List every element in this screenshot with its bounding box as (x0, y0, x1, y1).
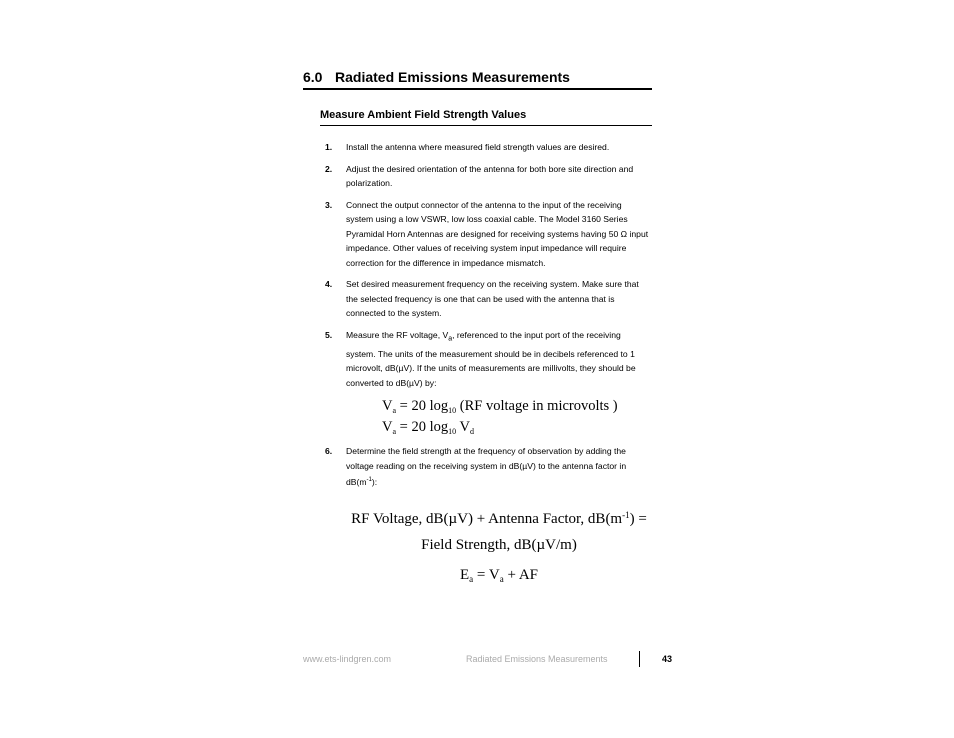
equation-line-3: $E_a = V_a$ + AF (459, 567, 538, 584)
list-item (325, 140, 655, 155)
formula-va-vd: $V_a = 20$ $\log_{10} V_d$ (382, 419, 474, 437)
equation-line-1: RF Voltage, dB(µV) + Antenna Factor, $dB(m^{-1})$ = (351, 510, 647, 527)
footer-url: www.ets-lindgren.com (303, 654, 392, 664)
step-number: 3. (325, 199, 333, 210)
step-text: Set desired measurement frequency on the receiving system. Make sure that the selected frequency is one that can be used with the antenna that is connected to the system. (346, 279, 639, 318)
step-text: Determine the field strength at the frequency of observation by adding the voltage reading on the receiving system in dB(µV) to the antenna factor in $dB(m^{-1})$: (346, 446, 627, 488)
footer-section-title: Radiated Emissions Measurements (466, 654, 608, 664)
equation-line-2: Field Strength, dB(µV/m) (421, 537, 577, 553)
step-text: Install the antenna where measured field strength values are desired. (346, 142, 610, 152)
section-number: 6.0 (303, 69, 323, 85)
step-number: 5. (325, 329, 333, 340)
step-number: 6. (325, 446, 333, 457)
footer-divider (639, 651, 640, 667)
step-number: 1. (325, 142, 333, 152)
section-heading (303, 68, 652, 90)
step-text: Connect the output connector of the antenna to the input of the receiving system using a low VSWR, low loss coaxial cable. The Model 3160 Series Pyramidal Horn Antennas are designed for receiving systems having 50 Ω input impedance. Other values of receiving system input impedance will require correction for the difference in impedance mismatch. (346, 199, 649, 268)
list-item (325, 328, 655, 391)
list-item (325, 277, 655, 321)
section-title: Radiated Emissions Measurements (335, 69, 570, 85)
list-item (325, 444, 655, 489)
page-number: 43 (662, 654, 673, 664)
subsection-heading: Measure Ambient Field Strength Values (320, 108, 652, 126)
step-text: Adjust the desired orientation of the antenna for both bore site direction and polarization. (346, 163, 634, 188)
step-number: 4. (325, 279, 333, 289)
step-text: Measure the RF voltage, $V_a$, referenced to the input port of the receiving system. The units of the measurement should be in decibels referenced to 1 microvolt, dB(µV). If the units of measurements are millivolts, they should be converted to dB(µV) by: (346, 329, 636, 388)
list-item (325, 162, 655, 191)
list-item (325, 198, 655, 271)
formula-va-rf: $V_a = 20$ $\log_{10} (RF$ voltage in microvolts ) (382, 398, 618, 416)
step-number: 2. (325, 163, 333, 174)
steps-list (325, 140, 655, 497)
